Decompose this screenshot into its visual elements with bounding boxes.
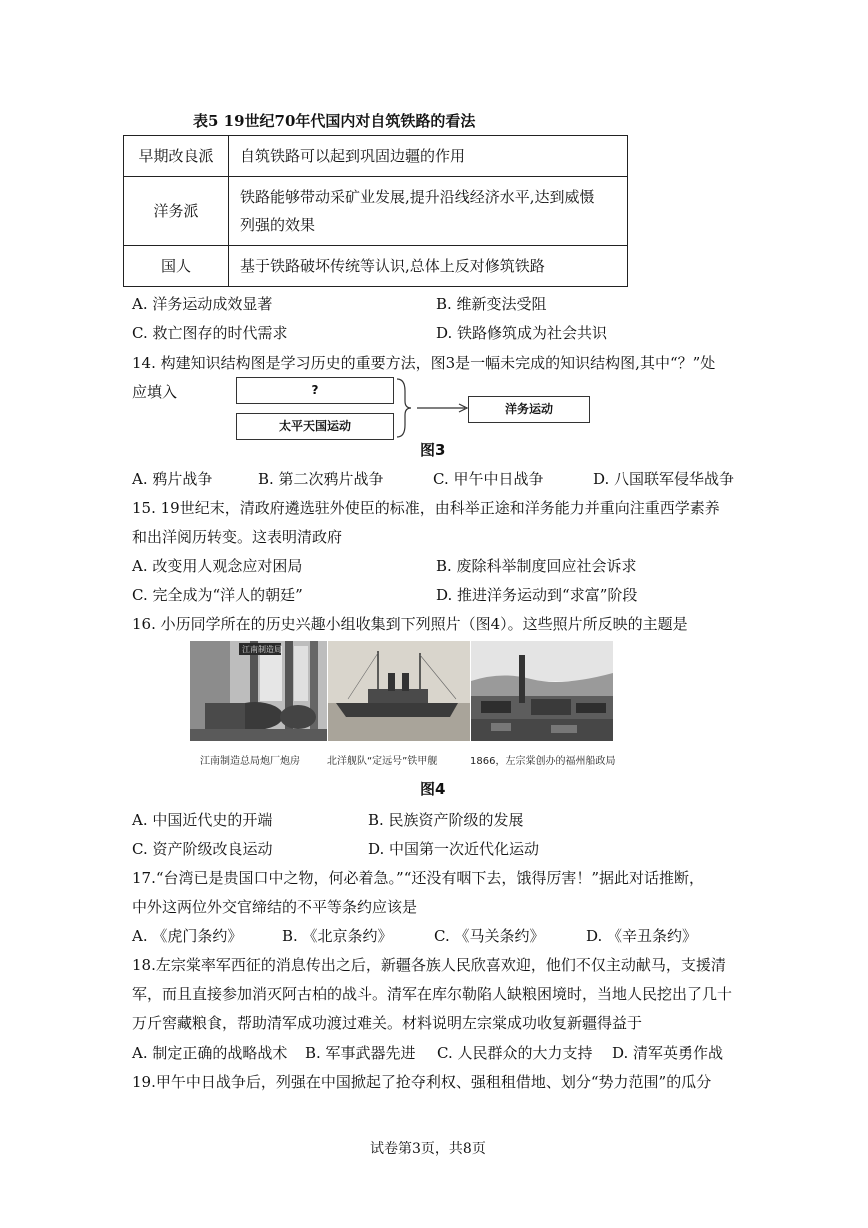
photo-sign-text: 江南制造局 bbox=[242, 645, 282, 654]
q18-option-d: D. 清军英勇作战 bbox=[612, 1044, 724, 1062]
page-footer: 试卷第3页，共8页 bbox=[370, 1141, 486, 1157]
table-cell-group: 早期改良派 bbox=[124, 136, 229, 177]
q15-option-d: D. 推进洋务运动到“求富”阶段 bbox=[436, 586, 638, 604]
q18-option-c: C. 人民群众的大力支持 bbox=[437, 1044, 593, 1062]
q16-option-b: B. 民族资产阶级的发展 bbox=[368, 811, 524, 829]
q18-stem-line2: 军，而且直接参加消灭阿古柏的战斗。清军在库尔勒陷人缺粮困境时，当地人民挖出了几十 bbox=[132, 985, 733, 1003]
q13-option-c: C. 救亡图存的时代需求 bbox=[132, 324, 288, 342]
q13-option-d: D. 铁路修筑成为社会共识 bbox=[436, 324, 608, 342]
photo-dingyuan bbox=[328, 641, 470, 741]
table-cell-view bbox=[229, 246, 628, 287]
figure3-box-taiping: 太平天国运动 bbox=[236, 413, 394, 440]
table-cell-group: 国人 bbox=[124, 246, 229, 287]
table-row bbox=[124, 136, 628, 177]
view-line: 自筑铁路可以起到巩固边疆的作用 bbox=[240, 147, 466, 165]
q14-option-b: B. 第二次鸦片战争 bbox=[258, 470, 384, 488]
q14-option-d: D. 八国联军侵华战争 bbox=[593, 470, 735, 488]
q17-stem-line2: 中外这两位外交官缔结的不平等条约应该是 bbox=[132, 898, 418, 916]
photo-dingyuan-drawing bbox=[328, 641, 470, 741]
q18-stem-line1: 18.左宗棠率军西征的消息传出之后，新疆各族人民欣喜欢迎，他们不仅主动献马，支援清 bbox=[132, 956, 726, 974]
q16-option-c: C. 资产阶级改良运动 bbox=[132, 840, 273, 858]
q17-option-c: C. 《马关条约》 bbox=[434, 927, 545, 945]
q17-option-d: D. 《辛丑条约》 bbox=[586, 927, 698, 945]
photo-fuzhou-drawing bbox=[471, 641, 613, 741]
q14-stem-line1: 14. 构建知识结构图是学习历史的重要方法，图3是一幅未完成的知识结构图,其中“？”处 bbox=[132, 354, 716, 372]
photo-caption-2: 北洋舰队“定远号”铁甲舰 bbox=[327, 756, 438, 767]
q17-stem-line1: 17.“台湾已是贵国口中之物，何必着急。”“还没有咽下去，饿得厉害！”据此对话推断， bbox=[132, 869, 705, 887]
photo-arsenal bbox=[190, 641, 327, 741]
figure4-label: 图4 bbox=[420, 780, 446, 798]
q16-stem: 16. 小历同学所在的历史兴趣小组收集到下列照片（图4）。这些照片所反映的主题是 bbox=[132, 615, 688, 633]
q15-stem-line2: 和出洋阅历转变。这表明清政府 bbox=[132, 528, 343, 546]
q13-option-b: B. 维新变法受阻 bbox=[436, 295, 547, 313]
table5-title: 表5 19世纪70年代国内对自筑铁路的看法 bbox=[193, 112, 476, 130]
q15-option-c: C. 完全成为“洋人的朝廷” bbox=[132, 586, 303, 604]
figure3-brace-arrow bbox=[395, 377, 475, 439]
photo-caption-1: 江南制造总局炮厂炮房 bbox=[200, 756, 300, 767]
table5 bbox=[123, 135, 628, 287]
q17-option-a: A. 《虎门条约》 bbox=[132, 927, 243, 945]
q15-option-a: A. 改变用人观念应对困局 bbox=[132, 557, 303, 575]
table-cell-group: 洋务派 bbox=[124, 177, 229, 246]
q16-option-d: D. 中国第一次近代化运动 bbox=[368, 840, 540, 858]
figure3-label: 图3 bbox=[420, 441, 446, 459]
photo-caption-3: 1866，左宗棠创办的福州船政局 bbox=[470, 756, 616, 767]
view-line: 基于铁路破坏传统等认识,总体上反对修筑铁路 bbox=[240, 257, 545, 275]
view-line: 铁路能够带动采矿业发展,提升沿线经济水平,达到威慑 bbox=[240, 188, 595, 206]
photo-arsenal-drawing bbox=[190, 641, 327, 741]
table-row bbox=[124, 246, 628, 287]
q18-option-a: A. 制定正确的战略战术 bbox=[132, 1044, 288, 1062]
q14-option-a: A. 鸦片战争 bbox=[132, 470, 213, 488]
q19-stem-line1: 19.甲午中日战争后，列强在中国掀起了抢夺利权、强租租借地、划分“势力范围”的瓜分 bbox=[132, 1073, 712, 1091]
q16-option-a: A. 中国近代史的开端 bbox=[132, 811, 273, 829]
q15-option-b: B. 废除科举制度回应社会诉求 bbox=[436, 557, 637, 575]
table-row bbox=[124, 177, 628, 246]
view-line: 列强的效果 bbox=[240, 216, 316, 234]
q14-stem-line2: 应填入 bbox=[132, 383, 178, 401]
q17-option-b: B. 《北京条约》 bbox=[282, 927, 393, 945]
q13-option-a: A. 洋务运动成效显著 bbox=[132, 295, 273, 313]
table-cell-view bbox=[229, 177, 628, 246]
q15-stem-line1: 15. 19世纪末，清政府遴选驻外使臣的标准，由科举正途和洋务能力并重向注重西学素养 bbox=[132, 499, 720, 517]
q14-option-c: C. 甲午中日战争 bbox=[433, 470, 544, 488]
table-cell-view bbox=[229, 136, 628, 177]
q18-option-b: B. 军事武器先进 bbox=[305, 1044, 416, 1062]
figure3-box-question: ? bbox=[236, 377, 394, 404]
q18-stem-line3: 万斤窖藏粮食，帮助清军成功渡过难关。材料说明左宗棠成功收复新疆得益于 bbox=[132, 1014, 643, 1032]
photo-fuzhou bbox=[471, 641, 613, 741]
figure3-box-yangwu: 洋务运动 bbox=[468, 396, 590, 423]
